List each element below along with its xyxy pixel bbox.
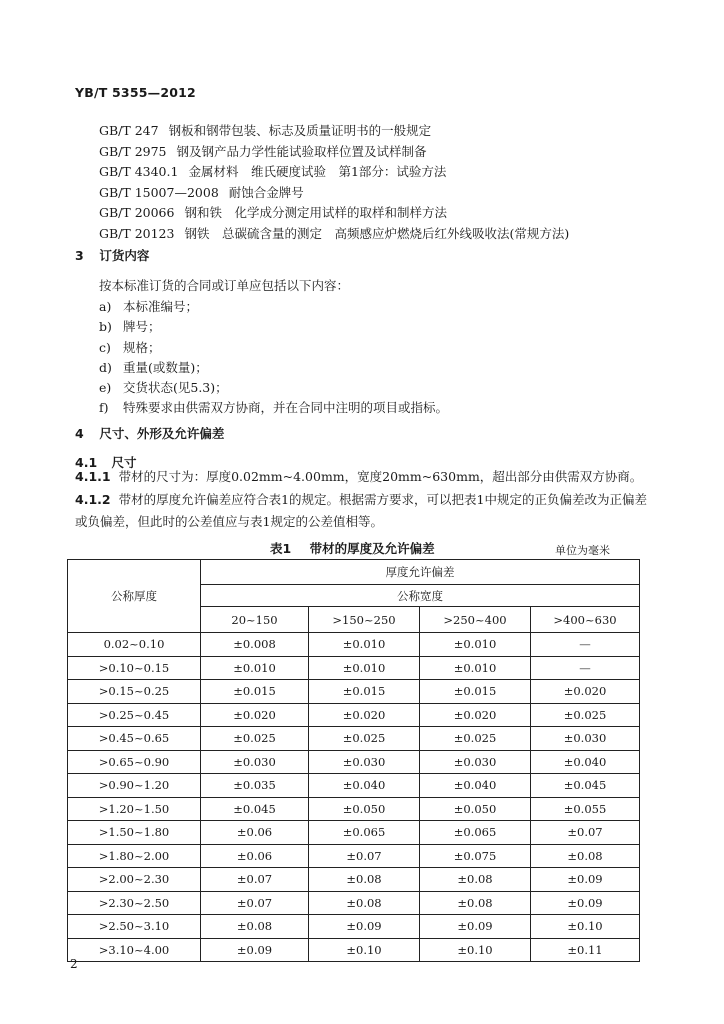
order-list-item bbox=[99, 358, 448, 378]
width-range-header: >250~400 bbox=[420, 607, 531, 633]
tolerance-cell: ±0.040 bbox=[309, 774, 420, 798]
reference-code: GB/T 4340.1 bbox=[99, 164, 179, 179]
tolerance-cell: ±0.09 bbox=[531, 868, 640, 892]
reference-item bbox=[99, 121, 569, 142]
reference-title: 钢和铁 化学成分测定用试样的取样和制样方法 bbox=[184, 205, 447, 220]
clause-4-1-2-text: 带材的厚度允许偏差应符合表1的规定。根据需方要求，可以把表1中规定的正负偏差改为正偏差或负偏差，但此时的公差值应与表1规定的公差值相等。 bbox=[75, 492, 648, 529]
table-row bbox=[68, 727, 640, 751]
list-item-letter: f) bbox=[99, 400, 109, 416]
clause-4-1-1-number: 4.1.1 bbox=[75, 469, 111, 484]
width-range-header: >150~250 bbox=[309, 607, 420, 633]
tolerance-cell: ±0.030 bbox=[309, 750, 420, 774]
table-row bbox=[68, 656, 640, 680]
list-item-text: 特殊要求由供需双方协商，并在合同中注明的项目或指标。 bbox=[123, 400, 449, 416]
list-item-text: 重量(或数量)； bbox=[123, 359, 208, 375]
thickness-range-cell: >0.65~0.90 bbox=[68, 750, 201, 774]
table-row bbox=[68, 703, 640, 727]
section-3-title: 订货内容 bbox=[99, 248, 150, 263]
clause-4-1-2-number: 4.1.2 bbox=[75, 492, 111, 507]
tolerance-cell: ±0.07 bbox=[309, 844, 420, 868]
tolerance-cell: ±0.010 bbox=[309, 633, 420, 657]
section-3-heading bbox=[75, 246, 149, 264]
tolerance-cell: ±0.065 bbox=[420, 821, 531, 845]
list-item-text: 交货状态(见5.3)； bbox=[123, 380, 228, 396]
clause-4-1-1-text: 带材的尺寸为：厚度0.02mm~4.00mm，宽度20mm~630mm，超出部分由供需双方协商。 bbox=[118, 469, 643, 484]
thickness-range-cell: >0.45~0.65 bbox=[68, 727, 201, 751]
tolerance-cell: — bbox=[531, 656, 640, 680]
list-item-text: 牌号； bbox=[123, 319, 161, 335]
tolerance-cell: ±0.10 bbox=[420, 938, 531, 962]
table-row bbox=[68, 938, 640, 962]
tolerance-cell: ±0.065 bbox=[309, 821, 420, 845]
tolerance-cell: ±0.025 bbox=[201, 727, 309, 751]
table-row bbox=[68, 633, 640, 657]
tolerance-cell: ±0.010 bbox=[201, 656, 309, 680]
table-row bbox=[68, 915, 640, 939]
tolerance-cell: ±0.10 bbox=[309, 938, 420, 962]
tolerance-cell: ±0.09 bbox=[309, 915, 420, 939]
table-row bbox=[68, 868, 640, 892]
tolerance-cell: ±0.08 bbox=[420, 891, 531, 915]
tolerance-cell: ±0.06 bbox=[201, 821, 309, 845]
order-list-item bbox=[99, 378, 448, 398]
tolerance-cell: ±0.010 bbox=[309, 656, 420, 680]
tolerance-header: 厚度允许偏差 bbox=[201, 560, 640, 585]
thickness-range-cell: 0.02~0.10 bbox=[68, 633, 201, 657]
table-1-unit: 单位为毫米 bbox=[555, 544, 610, 557]
reference-item bbox=[99, 162, 569, 183]
tolerance-cell: ±0.020 bbox=[201, 703, 309, 727]
thickness-range-cell: >1.50~1.80 bbox=[68, 821, 201, 845]
section-3-number: 3 bbox=[75, 248, 84, 263]
tolerance-cell: ±0.010 bbox=[420, 633, 531, 657]
reference-item bbox=[99, 142, 569, 163]
tolerance-cell: ±0.030 bbox=[531, 727, 640, 751]
normative-references bbox=[99, 121, 569, 244]
tolerance-cell: ±0.07 bbox=[201, 891, 309, 915]
tolerance-cell: ±0.08 bbox=[309, 868, 420, 892]
tolerance-cell: ±0.050 bbox=[309, 797, 420, 821]
clause-4-1-number: 4.1 bbox=[75, 455, 98, 470]
reference-title: 钢铁 总碳硫含量的测定 高频感应炉燃烧后红外线吸收法(常规方法) bbox=[184, 225, 570, 241]
order-list-item bbox=[99, 338, 448, 358]
table-row bbox=[68, 774, 640, 798]
section-4-number: 4 bbox=[75, 426, 84, 441]
tolerance-cell: ±0.06 bbox=[201, 844, 309, 868]
tolerance-cell: ±0.008 bbox=[201, 633, 309, 657]
list-item-letter: a) bbox=[99, 299, 112, 314]
tolerance-cell: ±0.010 bbox=[420, 656, 531, 680]
tolerance-cell: ±0.025 bbox=[309, 727, 420, 751]
table-1-number: 表1 bbox=[270, 541, 292, 556]
reference-title: 钢及钢产品力学性能试验取样位置及试样制备 bbox=[176, 143, 427, 159]
reference-code: GB/T 20123 bbox=[99, 225, 175, 241]
order-list-item bbox=[99, 398, 448, 418]
width-range-header: >400~630 bbox=[531, 607, 640, 633]
list-item-letter: c) bbox=[99, 339, 111, 355]
clause-4-1-2 bbox=[75, 489, 650, 533]
tolerance-cell: — bbox=[531, 633, 640, 657]
tolerance-cell: ±0.050 bbox=[420, 797, 531, 821]
reference-item bbox=[99, 203, 569, 224]
table-1-caption bbox=[270, 539, 435, 557]
tolerance-cell: ±0.025 bbox=[531, 703, 640, 727]
reference-code: GB/T 15007—2008 bbox=[99, 184, 219, 200]
thickness-range-cell: >3.10~4.00 bbox=[68, 938, 201, 962]
tolerance-cell: ±0.11 bbox=[531, 938, 640, 962]
reference-title: 金属材料 维氏硬度试验 第1部分：试验方法 bbox=[188, 164, 447, 179]
list-item-text: 本标准编号； bbox=[123, 299, 199, 314]
thickness-range-cell: >0.10~0.15 bbox=[68, 656, 201, 680]
order-content-list bbox=[99, 297, 448, 419]
tolerance-cell: ±0.020 bbox=[531, 680, 640, 704]
tolerance-cell: ±0.015 bbox=[201, 680, 309, 704]
tolerance-cell: ±0.020 bbox=[309, 703, 420, 727]
reference-code: GB/T 247 bbox=[99, 123, 159, 138]
order-list-item bbox=[99, 317, 448, 337]
thickness-tolerance-table bbox=[67, 559, 640, 962]
document-code: YB/T 5355—2012 bbox=[75, 85, 196, 100]
thickness-range-cell: >1.80~2.00 bbox=[68, 844, 201, 868]
tolerance-cell: ±0.08 bbox=[201, 915, 309, 939]
tolerance-cell: ±0.09 bbox=[201, 938, 309, 962]
tolerance-cell: ±0.09 bbox=[420, 915, 531, 939]
reference-code: GB/T 20066 bbox=[99, 205, 175, 220]
tolerance-cell: ±0.08 bbox=[531, 844, 640, 868]
tolerance-cell: ±0.08 bbox=[309, 891, 420, 915]
thickness-range-cell: >2.00~2.30 bbox=[68, 868, 201, 892]
tolerance-cell: ±0.020 bbox=[420, 703, 531, 727]
table-row bbox=[68, 891, 640, 915]
reference-item bbox=[99, 224, 569, 245]
reference-title: 钢板和钢带包装、标志及质量证明书的一般规定 bbox=[168, 123, 432, 138]
tolerance-cell: ±0.040 bbox=[420, 774, 531, 798]
order-list-item bbox=[99, 297, 448, 317]
clause-4-1-title: 尺寸 bbox=[111, 455, 137, 470]
tolerance-cell: ±0.055 bbox=[531, 797, 640, 821]
tolerance-cell: ±0.030 bbox=[420, 750, 531, 774]
tolerance-cell: ±0.015 bbox=[420, 680, 531, 704]
list-item-letter: d) bbox=[99, 359, 112, 375]
list-item-text: 规格； bbox=[123, 339, 161, 355]
table-row bbox=[68, 750, 640, 774]
tolerance-cell: ±0.08 bbox=[420, 868, 531, 892]
tolerance-cell: ±0.07 bbox=[201, 868, 309, 892]
tolerance-cell: ±0.045 bbox=[531, 774, 640, 798]
nominal-width-header: 公称宽度 bbox=[201, 585, 640, 607]
list-item-letter: b) bbox=[99, 319, 112, 335]
section-4-heading bbox=[75, 424, 224, 442]
tolerance-cell: ±0.035 bbox=[201, 774, 309, 798]
tolerance-cell: ±0.075 bbox=[420, 844, 531, 868]
tolerance-cell: ±0.10 bbox=[531, 915, 640, 939]
tolerance-cell: ±0.09 bbox=[531, 891, 640, 915]
tolerance-cell: ±0.07 bbox=[531, 821, 640, 845]
thickness-range-cell: >0.15~0.25 bbox=[68, 680, 201, 704]
table-row bbox=[68, 821, 640, 845]
section-3-intro: 按本标准订货的合同或订单应包括以下内容： bbox=[99, 278, 350, 293]
reference-title: 耐蚀合金牌号 bbox=[228, 184, 304, 200]
tolerance-cell: ±0.040 bbox=[531, 750, 640, 774]
thickness-range-cell: >2.30~2.50 bbox=[68, 891, 201, 915]
list-item-letter: e) bbox=[99, 380, 112, 396]
width-range-header: 20~150 bbox=[201, 607, 309, 633]
thickness-range-cell: >2.50~3.10 bbox=[68, 915, 201, 939]
table-row bbox=[68, 844, 640, 868]
tolerance-cell: ±0.025 bbox=[420, 727, 531, 751]
tolerance-cell: ±0.030 bbox=[201, 750, 309, 774]
table-1-title: 带材的厚度及允许偏差 bbox=[309, 541, 435, 556]
reference-item bbox=[99, 183, 569, 204]
thickness-range-cell: >0.90~1.20 bbox=[68, 774, 201, 798]
page-number: 2 bbox=[70, 957, 78, 971]
clause-4-1-1 bbox=[75, 466, 650, 488]
nominal-thickness-header: 公称厚度 bbox=[68, 560, 201, 633]
thickness-range-cell: >1.20~1.50 bbox=[68, 797, 201, 821]
table-row bbox=[68, 797, 640, 821]
table-row bbox=[68, 680, 640, 704]
tolerance-cell: ±0.045 bbox=[201, 797, 309, 821]
tolerance-cell: ±0.015 bbox=[309, 680, 420, 704]
thickness-range-cell: >0.25~0.45 bbox=[68, 703, 201, 727]
section-4-title: 尺寸、外形及允许偏差 bbox=[99, 426, 225, 441]
reference-code: GB/T 2975 bbox=[99, 143, 167, 159]
